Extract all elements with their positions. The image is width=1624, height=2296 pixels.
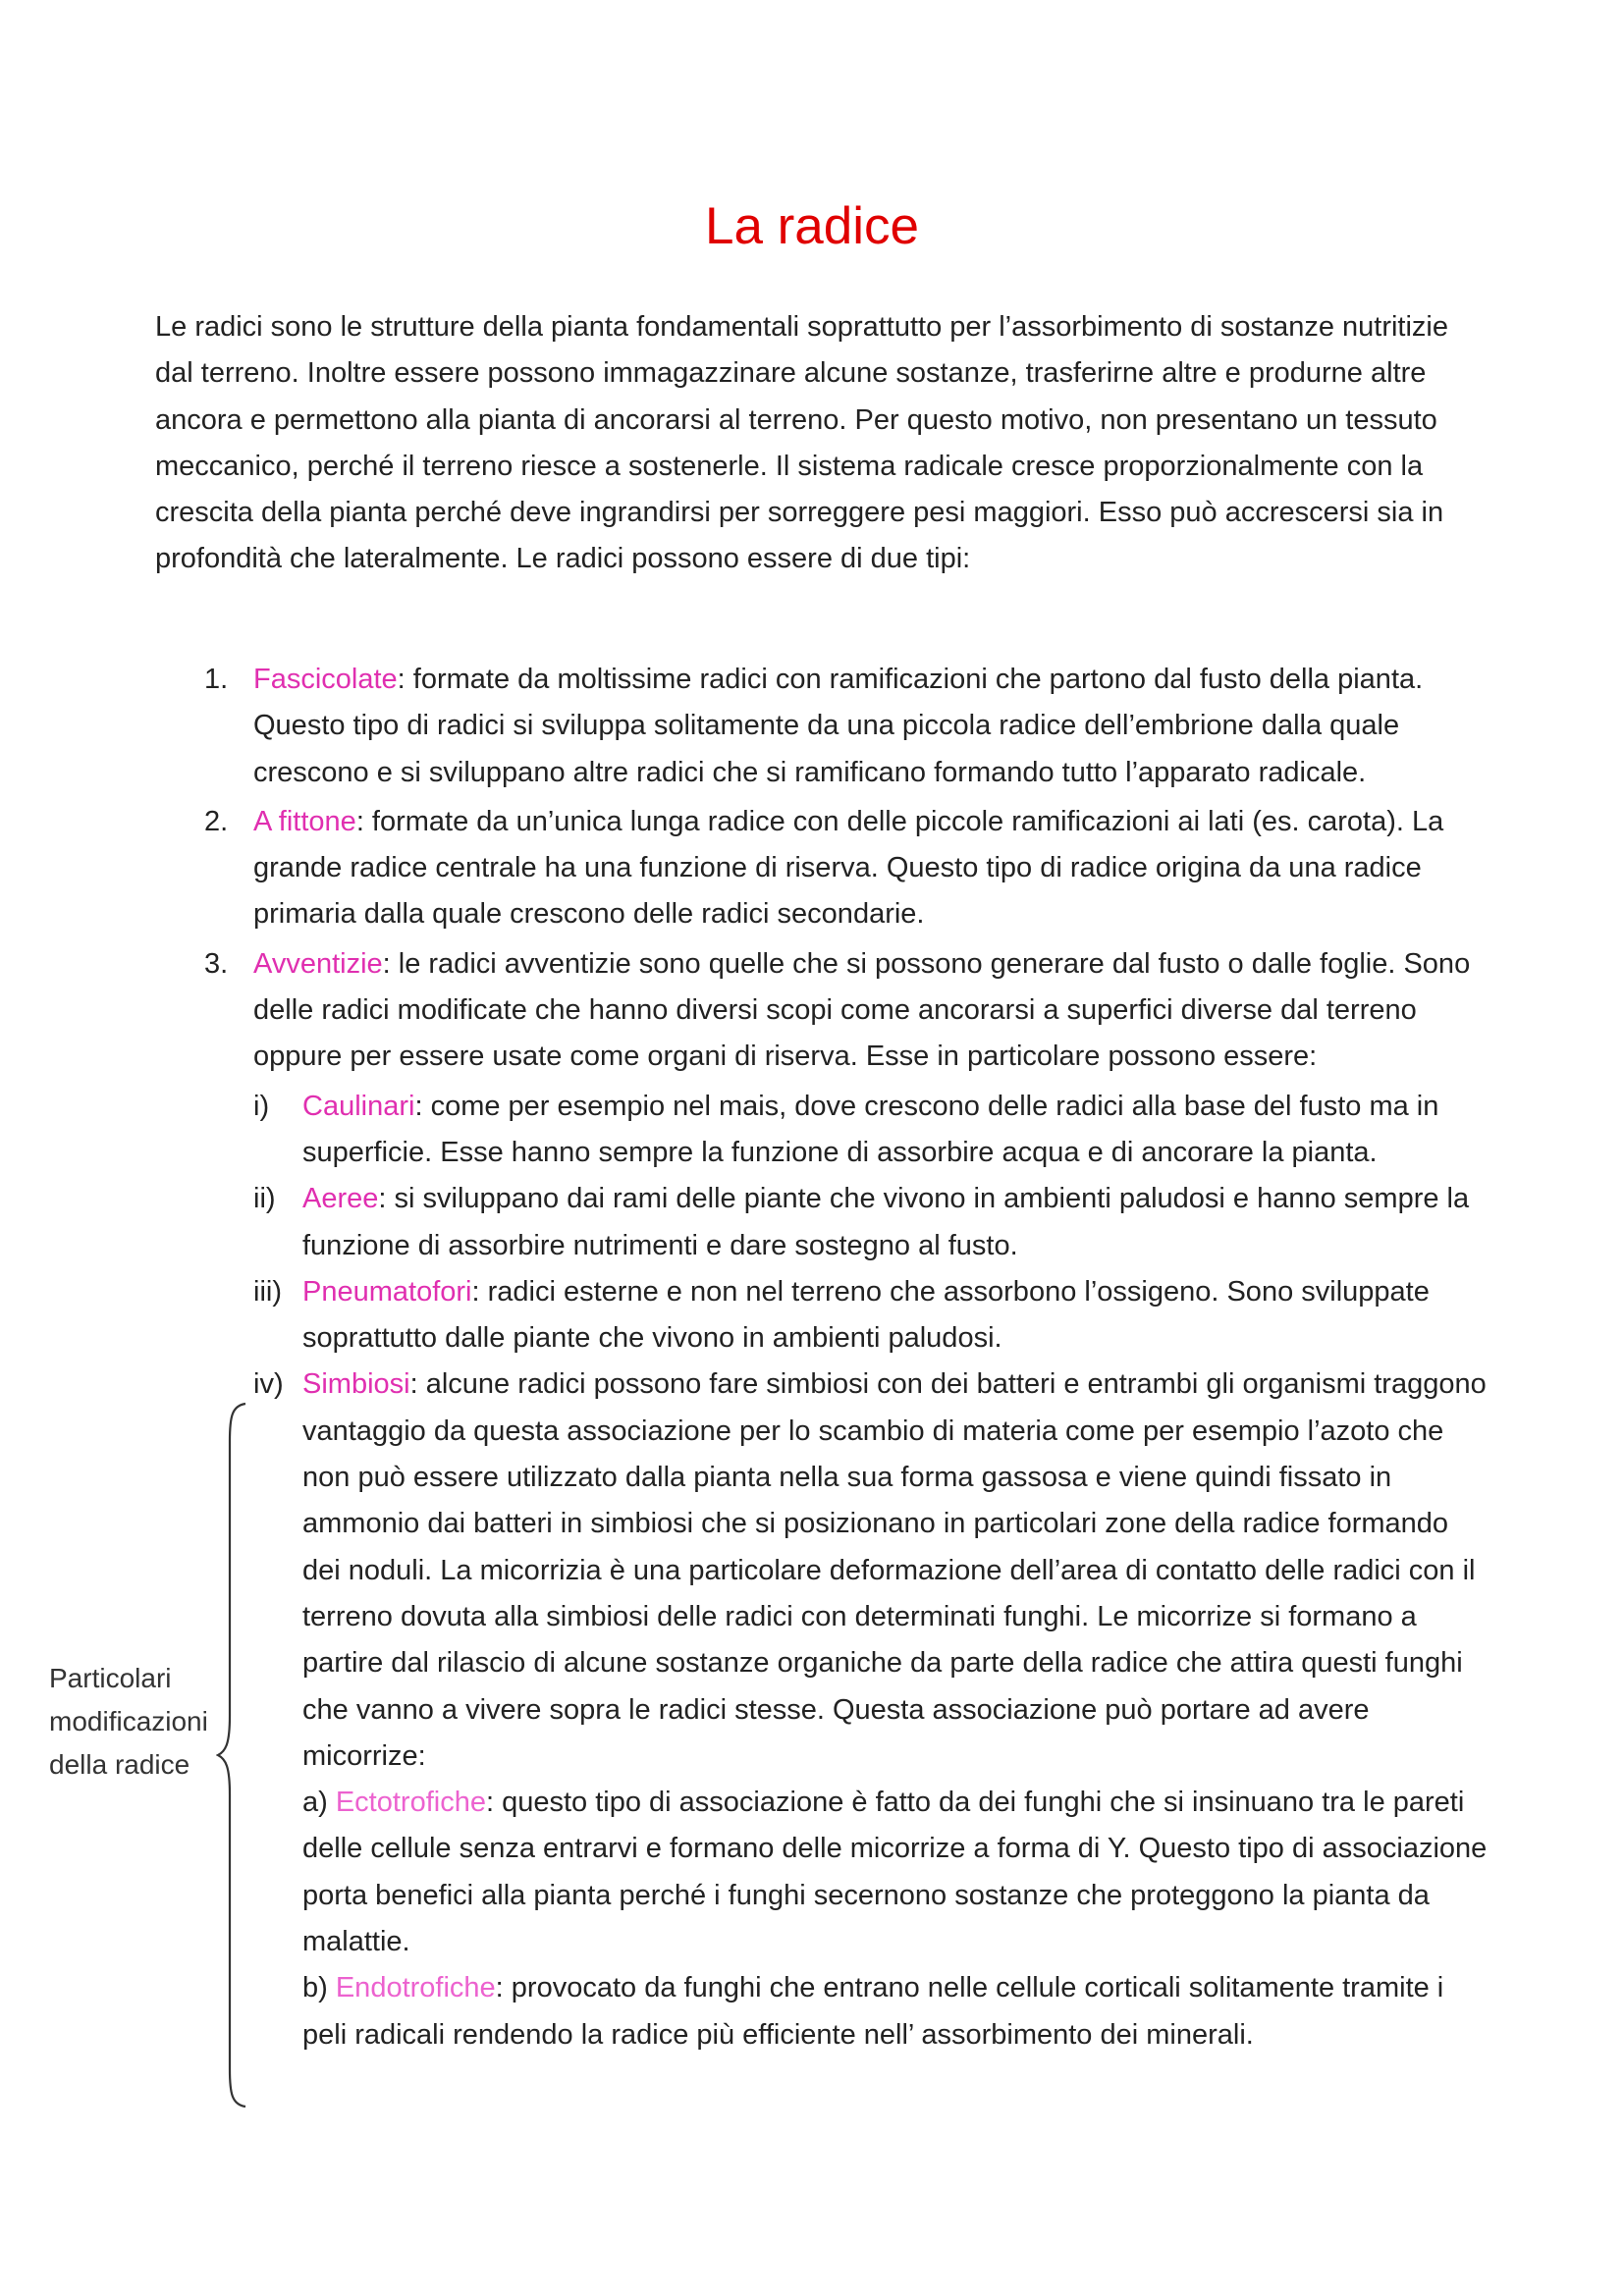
term-fascicolate: Fascicolate (253, 664, 398, 695)
sublist-item (155, 1362, 1490, 2057)
term-ectotrofiche: Ectotrofiche (335, 1787, 486, 1819)
list-item (155, 799, 1490, 938)
intro-paragraph: Le radici sono le strutture della pianta fondamentali soprattutto per l’assorbimento di sostanze nutritizie dal terreno. Inoltre essere possono immagazzinare alcune sostanze, trasferirne altre e produrne altre ancora e permettono alla pianta di ancorarsi al terreno. Per questo motivo, non presentano un tessuto meccanico, perché il terreno riesce a sostenerle. Il sistema radicale cresce proporzionalmente con la crescita della pianta perché deve ingrandirsi per sorreggere pesi maggiori. Esso può accrescersi sia in profondità che lateralmente. Le radici possono essere di due tipi: (155, 311, 1449, 575)
list-item (155, 657, 1490, 796)
sublist-item-number: iii) (253, 1275, 282, 1308)
mycorrhiza-prefix: b) (302, 1972, 336, 2004)
term-caulinari: Caulinari (302, 1090, 415, 1122)
sublist-item-text: : alcune radici possono fare simbiosi con dei batteri e entrambi gli organismi traggono vantaggio da questa associazione per lo scambio di materia come per esempio l’azoto che non può essere utilizzato dalla pianta nella sua forma gassosa e viene quindi fissato in ammonio dai batteri in simbiosi che si posizionano in particolari zone della radice formando dei noduli. La micorrizia è una particolare deformazione dell’area di contatto delle radici con il terreno dovuta alla simbiosi delle radici con determinati funghi. Le micorrize si formano a partire dal rilascio di alcune sostanze organiche da parte della radice che attira questi funghi che vanno a vivere sopra le radici stesse. Questa associazione può portare ad avere micorrize: (302, 1368, 1487, 1772)
list-item-text: : formate da un’unica lunga radice con delle piccole ramificazioni ai lati (es. carota). La grande radice centrale ha una funzione di riserva. Questo tipo di radice origina da una radice primaria dalla quale crescono delle radici secondarie. (253, 805, 1444, 931)
list-item (155, 941, 1490, 1081)
page-title: La radice (704, 197, 920, 255)
list-item-number: 2. (204, 805, 229, 837)
list-item-text: : le radici avventizie sono quelle che si possono generare dal fusto o dalle foglie. Sono delle radici modificate che hanno diversi scopi come ancorarsi a superfici diverse dal terreno oppure per essere usate come organi di riserva. Esse in particolare possono essere: (253, 947, 1471, 1073)
side-note-line: modificazioni (49, 1706, 208, 1736)
sublist-item (155, 1176, 1490, 1269)
mycorrhiza-prefix: a) (302, 1787, 336, 1819)
side-note-line: Particolari (49, 1663, 172, 1693)
mycorrhiza-endo (302, 1965, 1490, 2058)
sublist-item (155, 1084, 1490, 1177)
term-avventizie: Avventizie (253, 947, 383, 980)
sublist-item-text: : come per esempio nel mais, dove crescono delle radici alla base del fusto ma in superficie. Esse hanno sempre la funzione di assorbire acqua e di ancorare la pianta. (302, 1090, 1439, 1168)
term-simbiosi: Simbiosi (302, 1368, 410, 1401)
sublist-item-text: : radici esterne e non nel terreno che assorbono l’ossigeno. Sono sviluppate soprattutto dalle piante che vivono in ambienti paludosi. (302, 1275, 1430, 1355)
mycorrhiza-text: : questo tipo di associazione è fatto da dei funghi che si insinuano tra le pareti delle cellule senza entrarvi e formano delle micorrize a forma di Y. Questo tipo di associazione porta benefici alla pianta perché i funghi secernono sostanze che proteggono la pianta da malattie. (302, 1787, 1488, 1958)
mycorrhiza-text: : provocato da funghi che entrano nelle cellule corticali solitamente tramite i peli radicali rendendo la radice più efficiente nell’ assorbimento dei minerali. (302, 1972, 1444, 2051)
sublist-item-text: : si sviluppano dai rami delle piante che vivono in ambienti paludosi e hanno sempre la funzione di assorbire nutrimenti e dare sostegno al fusto. (302, 1183, 1470, 1261)
sublist-item-number: i) (253, 1090, 270, 1122)
sublist-item-number: ii) (253, 1183, 276, 1215)
root-types-list (155, 657, 1490, 2058)
mycorrhiza-ecto (302, 1780, 1490, 1965)
sublist-item (155, 1269, 1490, 1362)
side-note (49, 1657, 231, 1787)
sublist-item-number: iv) (253, 1368, 284, 1401)
term-pneumatofori: Pneumatofori (302, 1275, 472, 1308)
list-item-number: 3. (204, 947, 229, 980)
list-item-text: : formate da moltissime radici con ramificazioni che partono dal fusto della pianta. Questo tipo di radici si sviluppa solitamente da una piccola radice dell’embrione dalla quale crescono e si sviluppano altre radici che si ramificano formando tutto l’apparato radicale. (253, 664, 1424, 788)
term-endotrofiche: Endotrofiche (335, 1972, 496, 2004)
side-note-line: della radice (49, 1749, 190, 1780)
term-a-fittone: A fittone (253, 805, 356, 837)
list-item-number: 1. (204, 664, 229, 695)
term-aeree: Aeree (302, 1183, 379, 1215)
